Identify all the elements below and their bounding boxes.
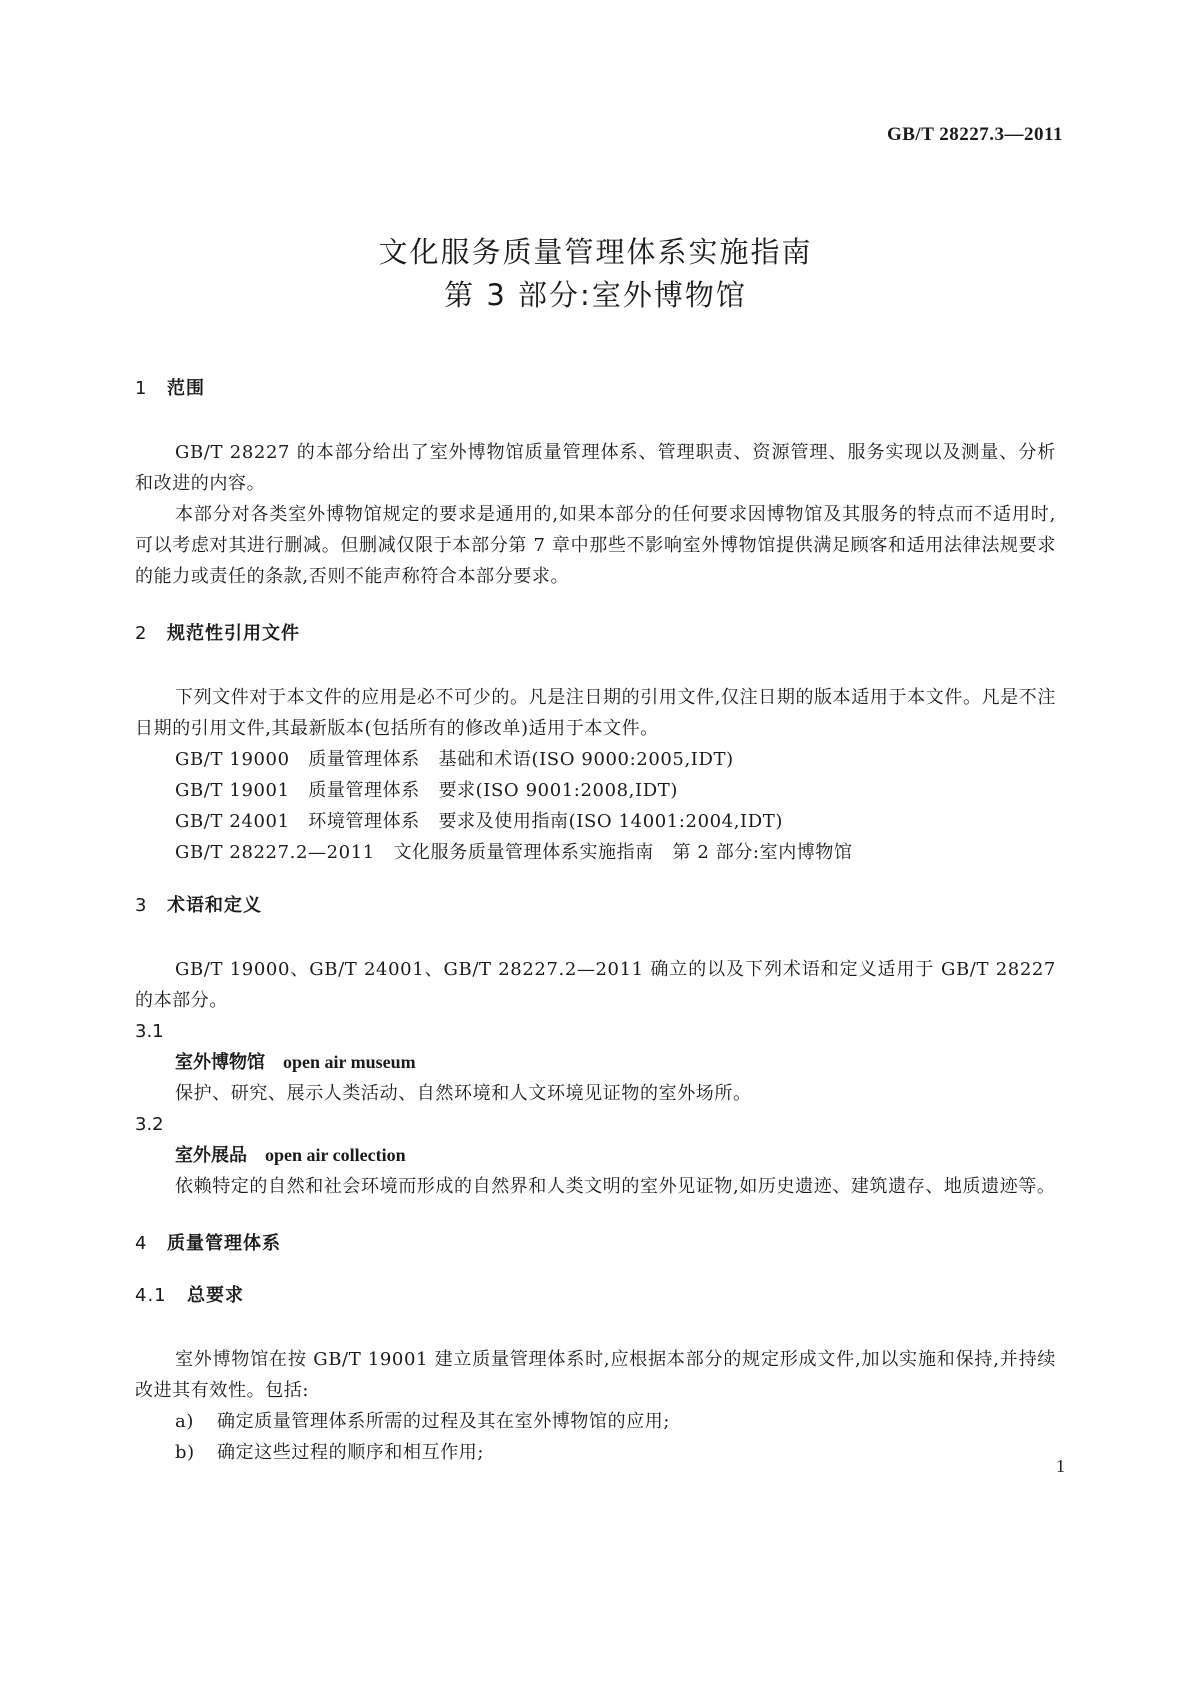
term-chinese: 室外展品 xyxy=(175,1145,247,1166)
page-number: 1 xyxy=(1056,1456,1065,1476)
paragraph: GB/T 28227 的本部分给出了室外博物馆质量管理体系、管理职责、资源管理、服务实现以及测量、分析和改进的内容。 xyxy=(135,442,1056,494)
list-text: 确定质量管理体系所需的过程及其在室外博物馆的应用; xyxy=(217,1411,671,1432)
section-number: 4 xyxy=(135,1233,148,1254)
subsection-number: 4.1 xyxy=(135,1285,167,1306)
document-title-line1: 文化服务质量管理体系实施指南 xyxy=(378,235,813,269)
section-title: 质量管理体系 xyxy=(167,1233,281,1254)
paragraph: 室外博物馆在按 GB/T 19001 建立质量管理体系时,应根据本部分的规定形成文件,加以实施和保持,并持续改进其有效性。包括: xyxy=(135,1349,1056,1401)
subsection-title: 总要求 xyxy=(187,1285,244,1306)
document-title-line2: 第 3 部分:室外博物馆 xyxy=(444,278,747,312)
section-title: 范围 xyxy=(167,378,205,399)
term-english: open air collection xyxy=(265,1145,406,1165)
paragraph: 下列文件对于本文件的应用是必不可少的。凡是注日期的引用文件,仅注日期的版本适用于本文件。凡是不注日期的引用文件,其最新版本(包括所有的修改单)适用于本文件。 xyxy=(135,687,1056,739)
section-title: 规范性引用文件 xyxy=(167,623,300,644)
reference-item: GB/T 19001 质量管理体系 要求(ISO 9001:2008,IDT) xyxy=(175,780,678,801)
standard-code: GB/T 28227.3—2011 xyxy=(886,124,1063,145)
clause-number: 3.1 xyxy=(135,1021,164,1042)
clause-number: 3.2 xyxy=(135,1114,164,1135)
list-item xyxy=(135,1437,1056,1468)
list-item xyxy=(135,1406,1056,1437)
section-number: 2 xyxy=(135,623,148,644)
paragraph: GB/T 19000、GB/T 24001、GB/T 28227.2—2011 确立的以及下列术语和定义适用于 GB/T 28227 的本部分。 xyxy=(135,959,1056,1011)
paragraph: 本部分对各类室外博物馆规定的要求是通用的,如果本部分的任何要求因博物馆及其服务的特点而不适用时,可以考虑对其进行删减。但删减仅限于本部分第 7 章中那些不影响室外博物馆提供满足顾客和适用法律法规要求的能力或责任的条款,否则不能声称符合本部分要求。 xyxy=(135,504,1056,587)
term-entry xyxy=(135,1140,1056,1171)
section-heading xyxy=(135,375,1056,403)
section-heading xyxy=(135,1230,1056,1258)
section-heading xyxy=(135,892,1056,920)
section-title: 术语和定义 xyxy=(167,895,262,916)
term-definition: 依赖特定的自然和社会环境而形成的自然界和人类文明的室外见证物,如历史遗迹、建筑遗存、地质遗迹等。 xyxy=(175,1176,1056,1197)
list-marker: a) xyxy=(175,1411,194,1432)
list-marker: b) xyxy=(175,1442,195,1463)
list-text: 确定这些过程的顺序和相互作用; xyxy=(217,1442,485,1463)
section-number: 3 xyxy=(135,895,148,916)
reference-item: GB/T 24001 环境管理体系 要求及使用指南(ISO 14001:2004,IDT) xyxy=(175,811,784,832)
subsection-heading xyxy=(135,1282,1056,1310)
section-heading xyxy=(135,620,1056,648)
document-body xyxy=(135,375,1056,1468)
reference-item: GB/T 19000 质量管理体系 基础和术语(ISO 9000:2005,IDT) xyxy=(175,749,734,770)
term-entry xyxy=(135,1047,1056,1078)
term-definition: 保护、研究、展示人类活动、自然环境和人文环境见证物的室外场所。 xyxy=(175,1083,752,1104)
section-number: 1 xyxy=(135,378,148,399)
term-chinese: 室外博物馆 xyxy=(175,1052,265,1073)
term-english: open air museum xyxy=(283,1052,416,1072)
reference-item: GB/T 28227.2—2011 文化服务质量管理体系实施指南 第 2 部分:室内博物馆 xyxy=(175,842,853,863)
